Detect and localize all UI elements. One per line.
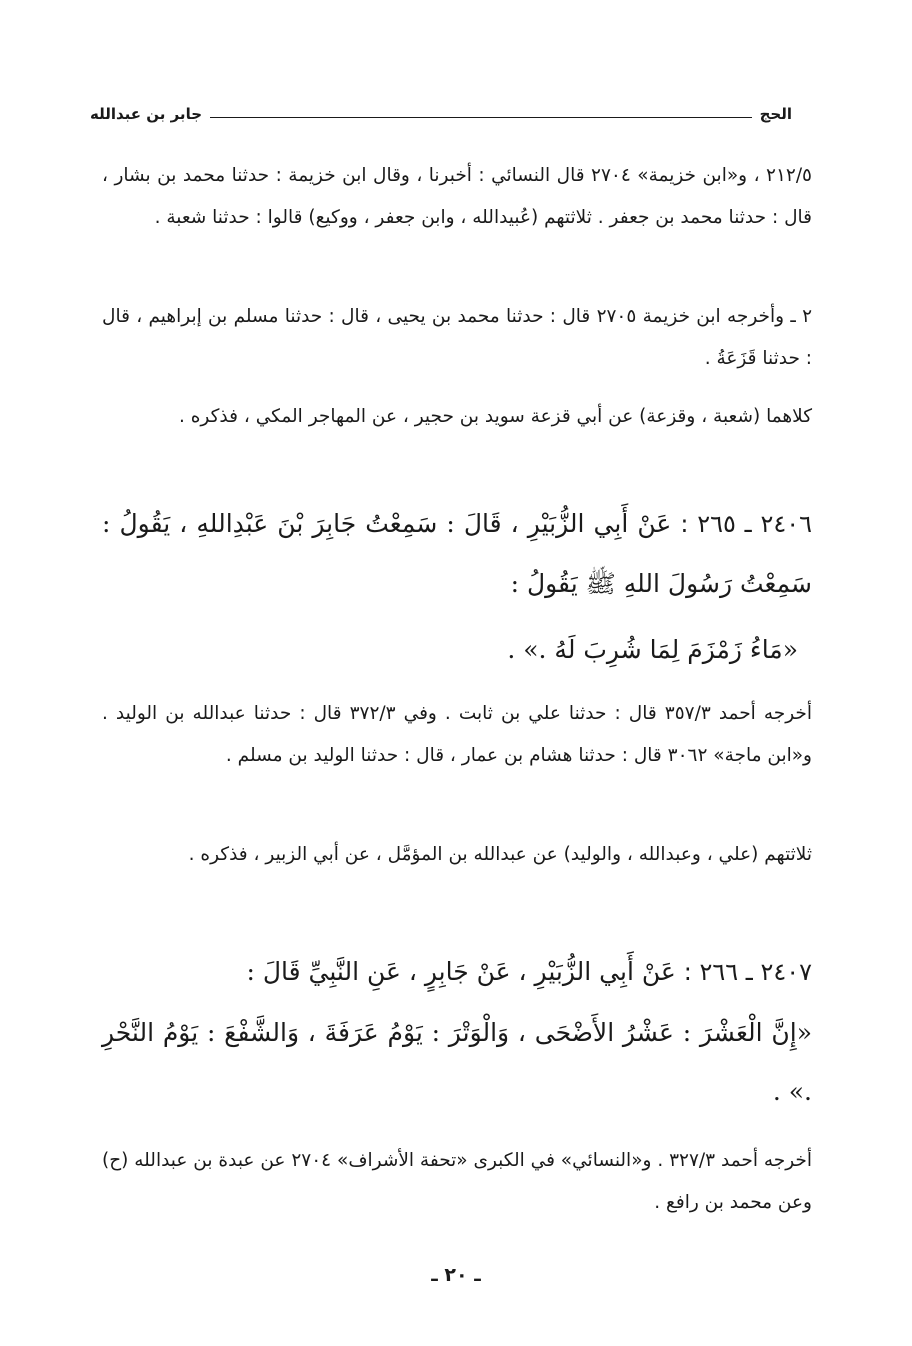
hadith-number: ٢٤٠٧ ـ ٢٦٦ :: [683, 958, 812, 986]
running-header: [90, 100, 792, 128]
note-paragraph-2: [102, 296, 812, 380]
page-number: ـ ٢٠ ـ: [431, 1264, 481, 1286]
note-text: ٢ ـ وأخرجه ابن خزيمة ٢٧٠٥ قال : حدثنا محمد بن يحيى ، قال : حدثنا مسلم بن إبراهيم ، قال : حدثنا قَزَعَةُ .: [102, 306, 812, 369]
hadith-2407: [102, 942, 812, 1002]
note-text: أخرجه أحمد ٣٥٧/٣ قال : حدثنا علي بن ثابت . وفي ٣٧٢/٣ قال : حدثنا عبدالله بن الوليد . و«ابن ماجة» ٣٠٦٢ قال : حدثنا هشام بن عمار ، قال : حدثنا الوليد بن مسلم .: [102, 703, 812, 766]
note-text: ثلاثتهم (علي ، وعبدالله ، والوليد) عن عبدالله بن المؤمَّل ، عن أبي الزبير ، فذكره .: [188, 844, 812, 865]
hadith-chain: عَنْ أَبِي الزُّبَيْرِ ، عَنْ جَابِرٍ ، عَنِ النَّبِيِّ قَالَ :: [246, 957, 676, 986]
note-text: ٢١٢/٥ ، و«ابن خزيمة» ٢٧٠٤ قال النسائي : أخبرنا ، وقال ابن خزيمة : حدثنا محمد بن بشار ، قال : حدثنا محمد بن جعفر . ثلاثتهم (عُبيدالله ، وابن جعفر ، ووكيع) قالوا : حدثنا شعبة .: [102, 165, 812, 228]
hadith-2407-matn: [102, 1003, 812, 1121]
hadith-text: «مَاءُ زَمْزَمَ لِمَا شُرِبَ لَهُ .» .: [507, 635, 798, 664]
hadith-number: ٢٤٠٦ ـ ٢٦٥ :: [680, 510, 812, 538]
chapter-title: الحج: [759, 105, 792, 123]
note-paragraph-4: [102, 693, 812, 777]
header-rule: [210, 117, 752, 118]
hadith-2406-matn: [102, 620, 812, 679]
hadith-2406: [102, 494, 812, 613]
note-paragraph-5: [102, 834, 812, 876]
hadith-text: «إِنَّ الْعَشْرَ : عَشْرُ الأَضْحَى ، وَالْوَتْرَ : يَوْمُ عَرَفَةَ ، وَالشَّفْعَ : يَوْمُ النَّحْرِ .» .: [102, 1018, 812, 1106]
note-paragraph-3: [102, 396, 812, 438]
note-paragraph-6: [102, 1140, 812, 1224]
book-title: جابر بن عبدالله: [90, 105, 203, 123]
note-text: أخرجه أحمد ٣٢٧/٣ . و«النسائي» في الكبرى «تحفة الأشراف» ٢٧٠٤ عن عبدة بن عبدالله (ح) وعن محمد بن رافع .: [102, 1150, 812, 1213]
hadith-chain: عَنْ أَبِي الزُّبَيْرِ ، قَالَ : سَمِعْتُ جَابِرَ بْنَ عَبْدِاللهِ ، يَقُولُ : سَمِعْتُ رَسُولَ اللهِ ﷺ يَقُولُ :: [102, 509, 812, 598]
note-text: كلاهما (شعبة ، وقزعة) عن أبي قزعة سويد بن حجير ، عن المهاجر المكي ، فذكره .: [178, 406, 812, 427]
hadith-isnad: [102, 942, 812, 1002]
note-paragraph-1: [102, 155, 812, 239]
hadith-isnad: [102, 494, 812, 613]
